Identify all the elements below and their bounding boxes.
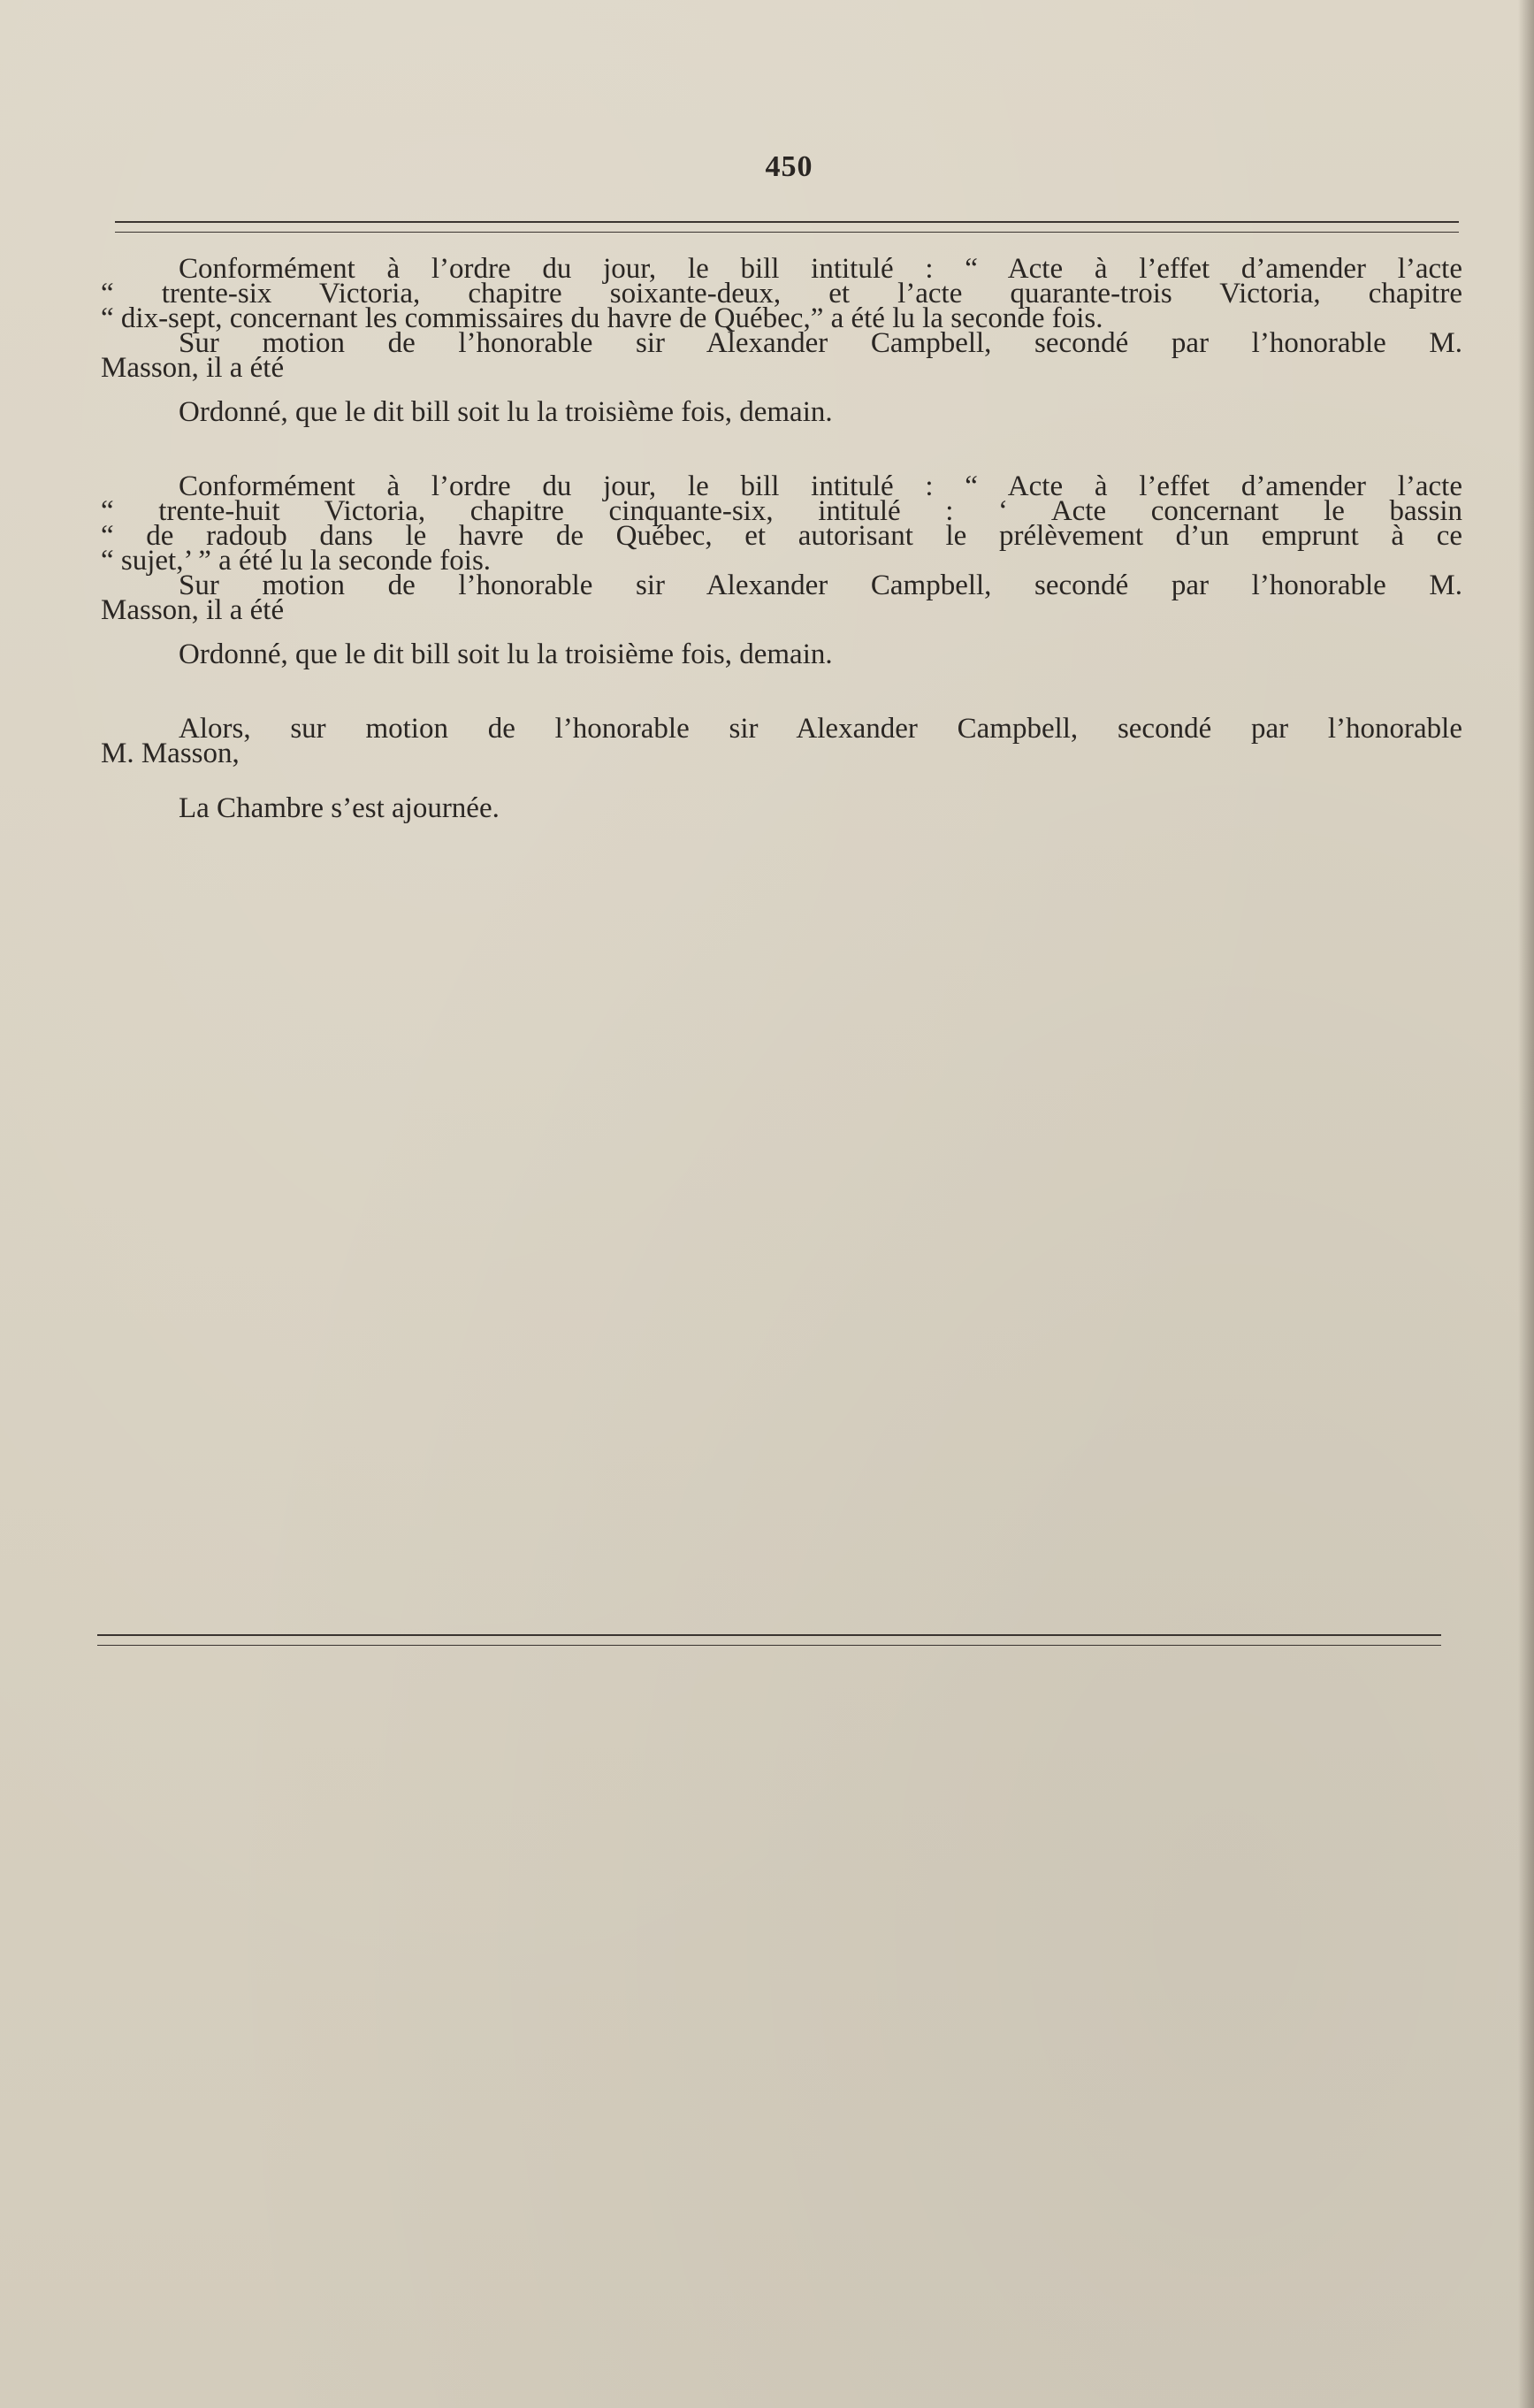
paragraph-line: “ de radoub dans le havre de Québec, et autorisant le prélèvement d’un emprunt à ce xyxy=(101,520,1462,552)
proceedings-text xyxy=(101,253,1462,824)
paragraph-order-2 xyxy=(101,638,1462,670)
page-number: 450 xyxy=(765,150,813,183)
paragraph-line: M. Masson, xyxy=(101,738,240,769)
paragraph-line: “ trente-huit Victoria, chapitre cinquante-six, intitulé : ‘ Acte concernant le bassin xyxy=(101,495,1462,527)
paragraph-line: Conformément à l’ordre du jour, le bill intitulé : “ Acte à l’effet d’amender l’acte xyxy=(179,470,1462,502)
footer-rule-bottom xyxy=(97,1645,1441,1646)
paragraph-line: La Chambre s’est ajournée. xyxy=(179,792,500,824)
header-rule-bottom xyxy=(115,232,1459,233)
paragraph-line: Masson, il a été xyxy=(101,352,285,384)
paragraph-line: “ dix-sept, concernant les commissaires du havre de Québec,” a été lu la seconde fois. xyxy=(101,302,1103,334)
spacer xyxy=(101,424,1462,455)
paragraph-line: Alors, sur motion de l’honorable sir Alexander Campbell, secondé par l’honorable xyxy=(179,713,1462,745)
footer-rule-top xyxy=(97,1634,1441,1636)
paragraph-bill-second-reading-2 xyxy=(101,470,1462,577)
paragraph-adjournment-motion xyxy=(101,713,1462,769)
paragraph-line: Conformément à l’ordre du jour, le bill intitulé : “ Acte à l’effet d’amender l’acte xyxy=(179,253,1462,285)
paragraph-line: Sur motion de l’honorable sir Alexander Campbell, secondé par l’honorable M. xyxy=(179,570,1462,601)
paragraph-line: “ sujet,’ ” a été lu la seconde fois. xyxy=(101,545,492,577)
paragraph-order-1 xyxy=(101,396,1462,428)
paragraph-motion-2 xyxy=(101,570,1462,626)
page-edge-shadow xyxy=(1518,0,1534,2408)
paragraph-line: Sur motion de l’honorable sir Alexander Campbell, secondé par l’honorable M. xyxy=(179,327,1462,359)
paragraph-adjourned xyxy=(101,792,1462,824)
paragraph-line: “ trente-six Victoria, chapitre soixante-deux, et l’acte quarante-trois Victoria, chapitre xyxy=(101,278,1462,310)
paragraph-bill-second-reading-1 xyxy=(101,253,1462,334)
header-rule-top xyxy=(115,221,1459,223)
spacer xyxy=(101,667,1462,697)
paragraph-line: Ordonné, que le dit bill soit lu la troisième fois, demain. xyxy=(179,396,833,428)
paragraph-motion-1 xyxy=(101,327,1462,384)
paragraph-line: Ordonné, que le dit bill soit lu la troisième fois, demain. xyxy=(179,638,833,670)
paragraph-line: Masson, il a été xyxy=(101,594,285,626)
spacer xyxy=(101,766,1462,796)
